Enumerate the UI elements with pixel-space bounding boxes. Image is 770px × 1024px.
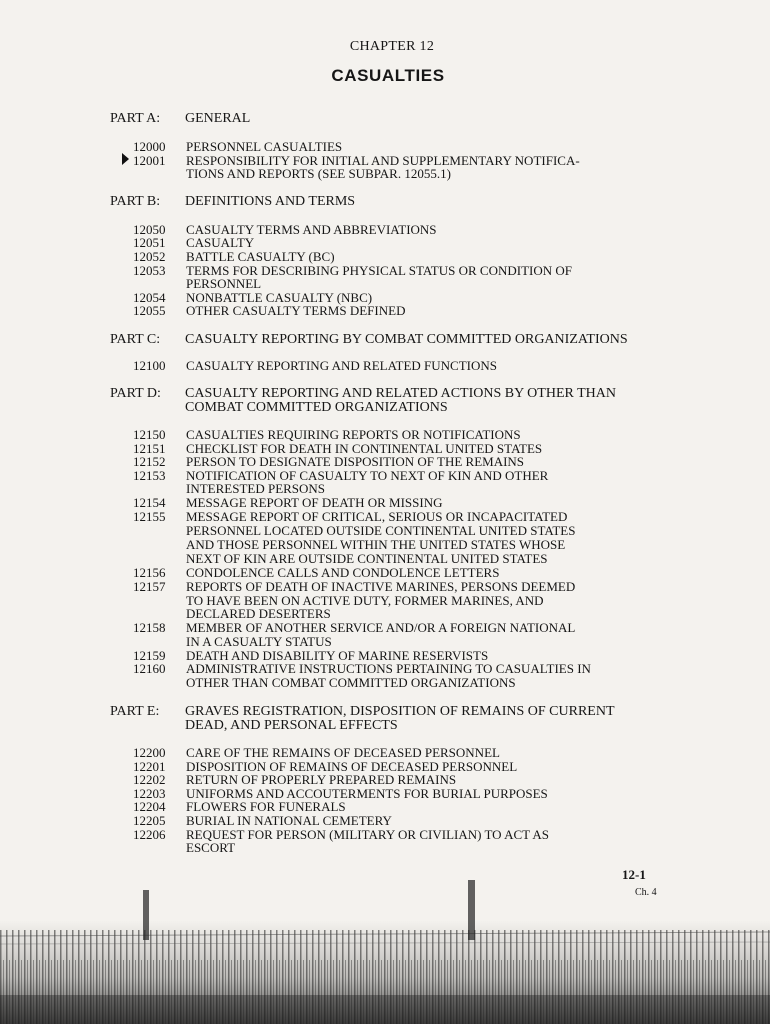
part-d-title: CASUALTY REPORTING AND RELATED ACTIONS BY OTHER THAN xyxy=(185,386,616,401)
entry-title-continued: IN A CASUALTY STATUS xyxy=(186,634,332,649)
entry-title: FLOWERS FOR FUNERALS xyxy=(186,799,346,814)
entry-title: CASUALTY REPORTING AND RELATED FUNCTIONS xyxy=(186,358,497,373)
entry-number: 12202 xyxy=(133,772,166,787)
entry-title-continued: PERSONNEL xyxy=(186,276,262,291)
entry-number: 12052 xyxy=(133,249,166,264)
entry-number: 12150 xyxy=(133,427,166,442)
entry-number: 12053 xyxy=(133,263,166,278)
entry-number: 12205 xyxy=(133,813,166,828)
entry-number: 12054 xyxy=(133,290,166,305)
entry-title: NONBATTLE CASUALTY (NBC) xyxy=(186,290,373,305)
entry-number: 12153 xyxy=(133,468,166,483)
entry-title: UNIFORMS AND ACCOUTERMENTS FOR BURIAL PURPOSES xyxy=(186,786,548,801)
entry-title: CONDOLENCE CALLS AND CONDOLENCE LETTERS xyxy=(186,565,500,580)
entry-number: 12155 xyxy=(133,509,166,524)
entry-number: 12156 xyxy=(133,565,166,580)
entry-title: NOTIFICATION OF CASUALTY TO NEXT OF KIN AND OTHER xyxy=(186,468,549,483)
entry-title: REQUEST FOR PERSON (MILITARY OR CIVILIAN) TO ACT AS xyxy=(186,827,549,842)
entry-title: MESSAGE REPORT OF CRITICAL, SERIOUS OR INCAPACITATED xyxy=(186,509,568,524)
entry-number: 12159 xyxy=(133,648,166,663)
entry-title-continued: PERSONNEL LOCATED OUTSIDE CONTINENTAL UNITED STATES xyxy=(186,523,576,538)
entry-title: CASUALTY xyxy=(186,235,255,250)
entry-title: DEATH AND DISABILITY OF MARINE RESERVISTS xyxy=(186,648,489,663)
entry-title-continued: DECLARED DESERTERS xyxy=(186,606,331,621)
entry-title: CHECKLIST FOR DEATH IN CONTINENTAL UNITED STATES xyxy=(186,441,543,456)
entry-title: CARE OF THE REMAINS OF DECEASED PERSONNEL xyxy=(186,745,500,760)
entry-title: RESPONSIBILITY FOR INITIAL AND SUPPLEMENTARY NOTIFICA- xyxy=(186,153,580,168)
entry-title: CASUALTIES REQUIRING REPORTS OR NOTIFICATIONS xyxy=(186,427,521,442)
entry-number: 12151 xyxy=(133,441,166,456)
entry-number: 12001 xyxy=(133,153,166,168)
entry-number: 12160 xyxy=(133,661,166,676)
entry-title: ADMINISTRATIVE INSTRUCTIONS PERTAINING TO CASUALTIES IN xyxy=(186,661,591,676)
revision-arrow-icon xyxy=(122,153,129,165)
entry-title: MEMBER OF ANOTHER SERVICE AND/OR A FOREIGN NATIONAL xyxy=(186,620,576,635)
entry-title: BATTLE CASUALTY (BC) xyxy=(186,249,335,264)
scan-noise-band xyxy=(0,870,770,1024)
entry-number: 12000 xyxy=(133,139,166,154)
entry-number: 12154 xyxy=(133,495,166,510)
entry-number: 12158 xyxy=(133,620,166,635)
entry-number: 12206 xyxy=(133,827,166,842)
entry-title-continued: NEXT OF KIN ARE OUTSIDE CONTINENTAL UNITED STATES xyxy=(186,551,548,566)
entry-title: PERSON TO DESIGNATE DISPOSITION OF THE REMAINS xyxy=(186,454,525,469)
part-b-title: DEFINITIONS AND TERMS xyxy=(185,194,356,209)
part-a-title: GENERAL xyxy=(185,111,251,126)
entry-number: 12055 xyxy=(133,303,166,318)
entry-title: CASUALTY TERMS AND ABBREVIATIONS xyxy=(186,222,437,237)
entry-number: 12152 xyxy=(133,454,166,469)
entry-title: REPORTS OF DEATH OF INACTIVE MARINES, PERSONS DEEMED xyxy=(186,579,576,594)
entry-title-continued: AND THOSE PERSONNEL WITHIN THE UNITED STATES WHOSE xyxy=(186,537,566,552)
entry-number: 12200 xyxy=(133,745,166,760)
entry-title: MESSAGE REPORT OF DEATH OR MISSING xyxy=(186,495,443,510)
entry-title: PERSONNEL CASUALTIES xyxy=(186,139,343,154)
part-e-title-continued: DEAD, AND PERSONAL EFFECTS xyxy=(185,718,398,733)
entry-title-continued: ESCORT xyxy=(186,840,236,855)
entry-title-continued: INTERESTED PERSONS xyxy=(186,481,326,496)
part-d-title-continued: COMBAT COMMITTED ORGANIZATIONS xyxy=(185,400,448,415)
part-d-label: PART D: xyxy=(110,386,161,401)
entry-number: 12201 xyxy=(133,759,166,774)
entry-title-continued: TO HAVE BEEN ON ACTIVE DUTY, FORMER MARINES, AND xyxy=(186,593,544,608)
entry-number: 12204 xyxy=(133,799,166,814)
entry-number: 12157 xyxy=(133,579,166,594)
chapter-heading: CHAPTER 12 xyxy=(349,39,435,54)
entry-number: 12203 xyxy=(133,786,166,801)
entry-title: TERMS FOR DESCRIBING PHYSICAL STATUS OR CONDITION OF xyxy=(186,263,572,278)
entry-number: 12050 xyxy=(133,222,166,237)
entry-number: 12051 xyxy=(133,235,166,250)
part-e-title: GRAVES REGISTRATION, DISPOSITION OF REMAINS OF CURRENT xyxy=(185,704,615,719)
entry-title: BURIAL IN NATIONAL CEMETERY xyxy=(186,813,392,828)
entry-title-continued: TIONS AND REPORTS (SEE SUBPAR. 12055.1) xyxy=(186,166,451,181)
entry-title: DISPOSITION OF REMAINS OF DECEASED PERSONNEL xyxy=(186,759,518,774)
entry-title: RETURN OF PROPERLY PREPARED REMAINS xyxy=(186,772,457,787)
entry-number: 12100 xyxy=(133,358,166,373)
part-e-label: PART E: xyxy=(110,704,160,719)
part-b-label: PART B: xyxy=(110,194,161,209)
part-c-title: CASUALTY REPORTING BY COMBAT COMMITTED ORGANIZATIONS xyxy=(185,332,628,347)
part-c-label: PART C: xyxy=(110,332,161,347)
page-title: CASUALTIES xyxy=(331,66,445,85)
entry-title-continued: OTHER THAN COMBAT COMMITTED ORGANIZATIONS xyxy=(186,675,516,690)
part-a-label: PART A: xyxy=(110,111,161,126)
entry-title: OTHER CASUALTY TERMS DEFINED xyxy=(186,303,406,318)
